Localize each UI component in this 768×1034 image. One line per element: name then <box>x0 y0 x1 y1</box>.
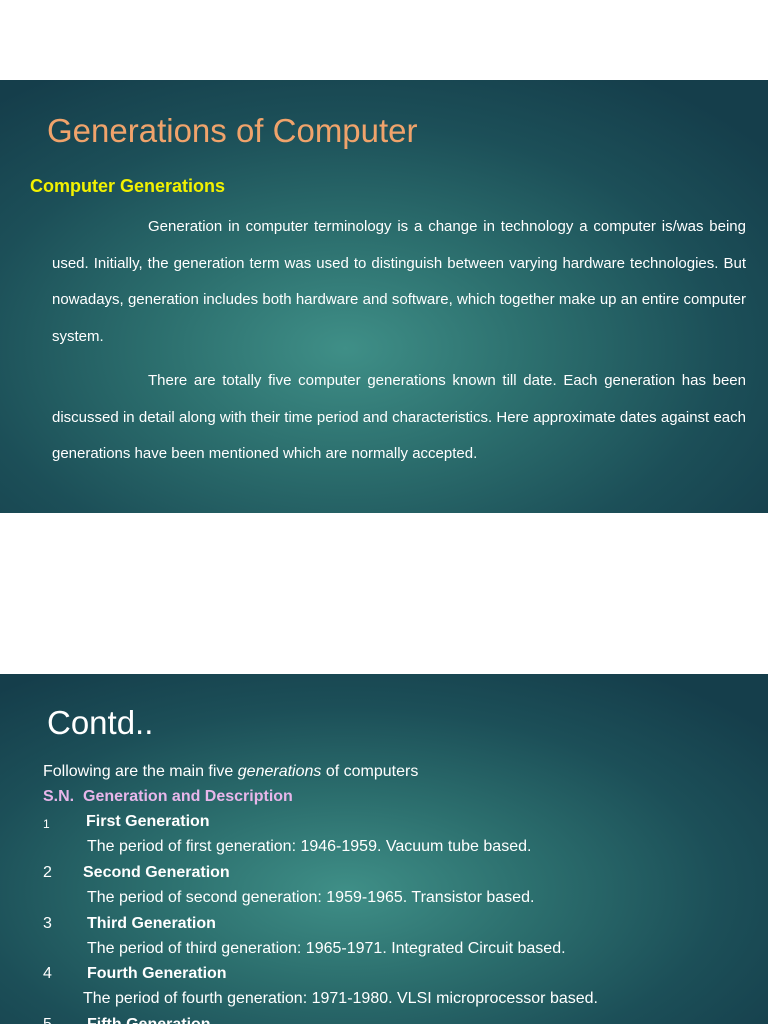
paragraph-overview: There are totally five computer generations known till date. Each generation has been discussed in detail along with their time period and characteristics. Here approximate dates against each generations have been mentioned which are normally accepted. <box>52 372 746 462</box>
generation-description: The period of fourth generation: 1971-1980. VLSI microprocessor based. <box>83 990 598 1007</box>
generation-number: 3 <box>43 915 52 932</box>
intro-emphasis: generations <box>237 763 322 780</box>
generation-name: First Generation <box>86 813 210 830</box>
generation-description: The period of second generation: 1959-1965. Transistor based. <box>87 889 535 906</box>
table-header: S.N. Generation and Description <box>43 788 293 805</box>
slide-title: Contd.. <box>47 704 154 741</box>
intro-text-before: Following are the main five <box>43 763 238 780</box>
intro-text-after: of computers <box>321 763 419 780</box>
paragraph-definition: Generation in computer terminology is a change in technology a computer is/was being used. Initially, the generation term was used to distinguish between varying hardware technologies. But nowadays, generation includes both hardware and software, which together make up an entire computer system. <box>52 218 746 345</box>
generation-description: The period of third generation: 1965-1971. Integrated Circuit based. <box>87 940 566 957</box>
slide-generations-of-computer <box>0 80 768 513</box>
generation-name: Fifth Generation <box>87 1016 211 1033</box>
generation-number: 2 <box>43 864 52 881</box>
generation-name: Fourth Generation <box>87 965 227 982</box>
slide-contd <box>0 674 768 1033</box>
intro-text <box>43 763 418 781</box>
section-subheading: Computer Generations <box>30 176 226 196</box>
slide-title: Generations of Computer <box>47 112 418 149</box>
generation-number: 5 <box>43 1016 52 1033</box>
generation-name: Second Generation <box>83 864 230 881</box>
generation-number: 4 <box>43 965 52 982</box>
generation-description: The period of first generation: 1946-1959. Vacuum tube based. <box>87 838 532 855</box>
generation-name: Third Generation <box>87 915 216 932</box>
generation-number: 1 <box>43 817 50 831</box>
